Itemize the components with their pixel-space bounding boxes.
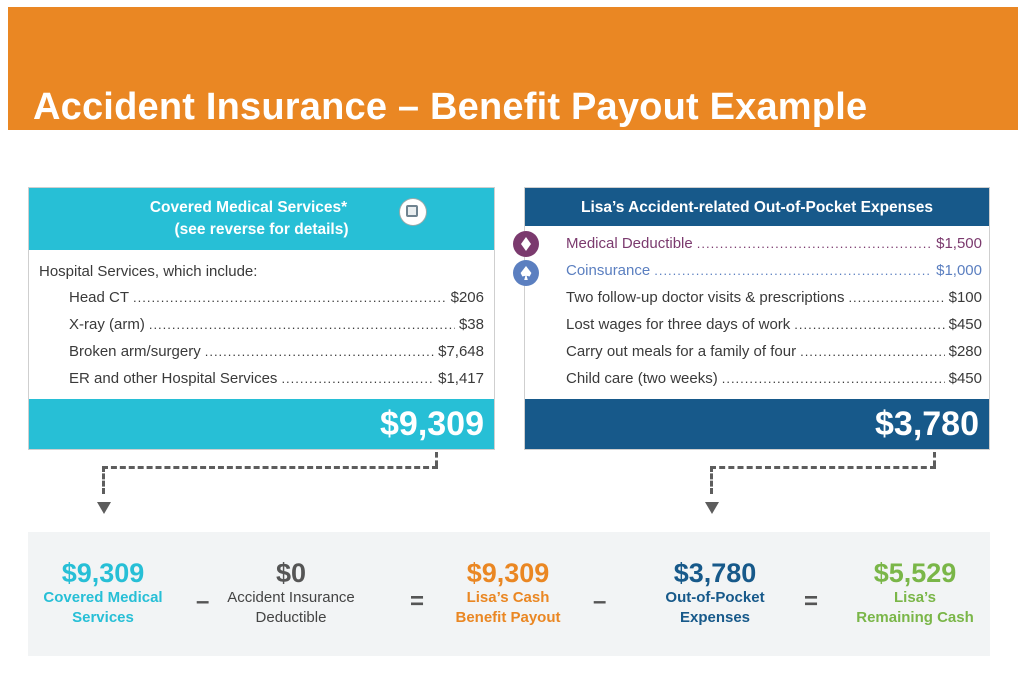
term-label: Benefit Payout — [455, 609, 561, 626]
term-label: Deductible — [255, 609, 327, 626]
list-item — [566, 261, 982, 281]
minus-operator: – — [593, 588, 607, 615]
item-label: X-ray (arm) — [69, 316, 145, 333]
minus-operator: – — [196, 588, 210, 615]
covered-services-note: (see reverse for details) — [174, 221, 349, 238]
arrow-down-icon — [97, 502, 111, 514]
equals-operator: = — [804, 588, 819, 615]
connector-line — [710, 466, 936, 469]
copy-icon — [400, 199, 426, 225]
term-label: Out-of-Pocket — [665, 589, 765, 606]
payout-equation — [28, 532, 990, 656]
term-label: Covered Medical — [43, 589, 163, 606]
item-label: Child care (two weeks) — [566, 370, 718, 387]
item-label: Broken arm/surgery — [69, 343, 201, 360]
term-label: Accident Insurance — [227, 589, 355, 606]
item-label: Two follow-up doctor visits & prescriptions — [566, 289, 845, 306]
item-value: $450 — [948, 316, 982, 333]
list-item — [69, 342, 484, 362]
item-label: Medical Deductible — [566, 235, 693, 252]
item-label: Carry out meals for a family of four — [566, 343, 797, 360]
item-value: $38 — [458, 316, 484, 333]
item-value: $1,500 — [936, 235, 982, 252]
out-of-pocket-total: $3,780 — [525, 399, 989, 449]
item-label: Coinsurance — [566, 262, 651, 279]
item-value: $450 — [948, 370, 982, 387]
connector-line — [102, 466, 105, 494]
term-value: $5,529 — [873, 558, 957, 588]
term-label: Lisa’s — [894, 589, 936, 606]
cash-benefit-term — [433, 558, 583, 628]
hospital-services-subtitle: Hospital Services, which include: — [39, 263, 258, 280]
list-item — [566, 315, 982, 335]
item-label: Head CT — [69, 289, 130, 306]
term-label: Remaining Cash — [856, 609, 974, 626]
out-of-pocket-panel — [524, 187, 990, 450]
list-item — [69, 288, 484, 308]
connector-line — [102, 466, 438, 469]
item-label: ER and other Hospital Services — [69, 370, 278, 387]
list-item — [566, 342, 982, 362]
list-item — [566, 234, 982, 254]
list-item — [69, 315, 484, 335]
title-banner — [8, 7, 1018, 130]
page-title: Accident Insurance – Benefit Payout Example — [33, 86, 868, 128]
out-of-pocket-term — [640, 558, 790, 628]
list-item — [566, 288, 982, 308]
item-value: $7,648 — [438, 343, 484, 360]
covered-services-title: Covered Medical Services* — [149, 199, 348, 216]
item-value: $1,000 — [936, 262, 982, 279]
covered-services-total: $9,309 — [29, 399, 494, 449]
term-label: Expenses — [679, 609, 751, 626]
term-value: $3,780 — [673, 558, 757, 588]
item-value: $280 — [948, 343, 982, 360]
term-label: Lisa’s Cash — [466, 589, 550, 606]
item-value: $100 — [948, 289, 982, 306]
list-item — [566, 369, 982, 389]
out-of-pocket-title: Lisa’s Accident-related Out-of-Pocket Expenses — [525, 188, 989, 226]
list-item — [69, 369, 484, 389]
arrow-down-icon — [705, 502, 719, 514]
covered-services-term — [28, 558, 178, 628]
item-label: Lost wages for three days of work — [566, 316, 791, 333]
connector-line — [933, 452, 936, 466]
connector-line — [710, 466, 713, 494]
item-value: $206 — [450, 289, 484, 306]
diamond-icon — [513, 231, 539, 257]
term-label: Services — [72, 609, 134, 626]
remaining-cash-term — [835, 558, 995, 628]
equals-operator: = — [410, 588, 425, 615]
term-value: $9,309 — [466, 558, 550, 588]
covered-medical-services-panel — [28, 187, 495, 450]
deductible-term — [216, 558, 366, 628]
covered-services-header — [29, 188, 494, 250]
term-value: $9,309 — [61, 558, 145, 588]
connector-line — [435, 452, 438, 466]
item-value: $1,417 — [438, 370, 484, 387]
term-value: $0 — [275, 558, 307, 588]
spade-icon — [513, 260, 539, 286]
